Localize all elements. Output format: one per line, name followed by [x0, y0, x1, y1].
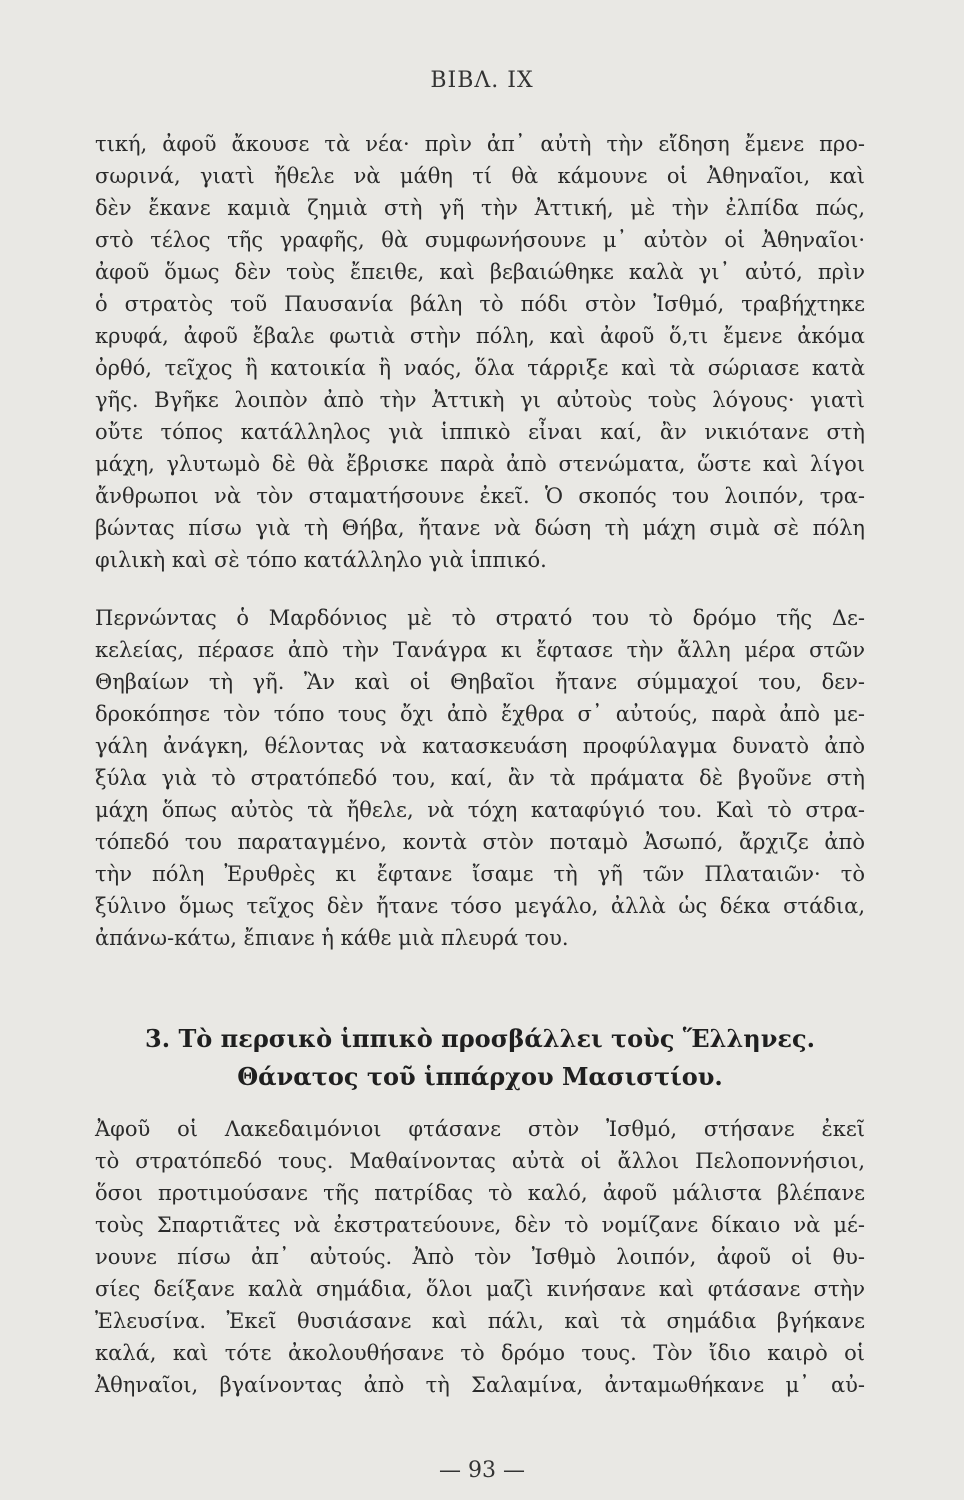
text-line: κελείας, πέρασε ἀπὸ τὴν Τανάγρα κι ἔφτασε τὴν ἄλλη μέρα στῶν — [95, 638, 865, 662]
text-line: σωρινά, γιατὶ ἤθελε νὰ μάθη τί θὰ κάμουνε οἱ Ἀθηναῖοι, καὶ — [95, 164, 865, 188]
running-head: ΒΙΒΛ. IX — [430, 68, 534, 93]
text-line: τὸ στρατόπεδό τους. Μαθαίνοντας αὐτὰ οἱ ἄλλοι Πελοποννήσιοι, — [95, 1149, 865, 1173]
text-line: Ἀφοῦ οἱ Λακεδαιμόνιοι φτάσανε στὸν Ἰσθμό, στήσανε ἐκεῖ — [95, 1117, 865, 1141]
text-line: Θηβαίων τὴ γῆ. Ἂν καὶ οἱ Θηβαῖοι ἤτανε σύμμαχοί του, δεν- — [95, 670, 865, 694]
text-line: Ἀθηναῖοι, βγαίνοντας ἀπὸ τὴ Σαλαμίνα, ἀνταμωθήκανε μ᾽ αὐ- — [95, 1373, 865, 1397]
text-line: ὁ στρατὸς τοῦ Παυσανία βάλη τὸ πόδι στὸν Ἰσθμό, τραβήχτηκε — [95, 292, 865, 316]
text-line: γῆς. Βγῆκε λοιπὸν ἀπὸ τὴν Ἀττικὴ γι αὐτοὺς τοὺς λόγους· γιατὶ — [95, 388, 865, 412]
paragraph-1 — [95, 128, 865, 576]
text-line: γάλη ἀνάγκη, θέλοντας νὰ κατασκευάση προφύλαγμα δυνατὸ ἀπὸ — [95, 734, 865, 758]
text-line: μάχη ὅπως αὐτὸς τὰ ἤθελε, νὰ τόχη καταφύγιό του. Καὶ τὸ στρα- — [95, 798, 865, 822]
section-heading-line: Θάνατος τοῦ ἱππάρχου Μασιστίου. — [237, 1062, 723, 1091]
text-line: ἀφοῦ ὅμως δὲν τοὺς ἔπειθε, καὶ βεβαιώθηκε καλὰ γι᾽ αὐτό, πρὶν — [95, 260, 865, 284]
text-line: ἄνθρωποι νὰ τὸν σταματήσουνε ἐκεῖ. Ὁ σκοπός του λοιπόν, τρα- — [95, 484, 865, 508]
text-line: φιλικὴ καὶ σὲ τόπο κατάλληλο γιὰ ἱππικό. — [95, 548, 547, 572]
text-line: τοὺς Σπαρτιᾶτες νὰ ἐκστρατεύουνε, δὲν τὸ νομίζανε δίκαιο νὰ μέ- — [95, 1213, 865, 1237]
text-line: μάχη, γλυτωμὸ δὲ θὰ ἔβρισκε παρὰ ἀπὸ στενώματα, ὥστε καὶ λίγοι — [95, 452, 865, 476]
text-line: δροκόπησε τὸν τόπο τους ὄχι ἀπὸ ἔχθρα σ᾽ αὐτούς, παρὰ ἀπὸ με- — [95, 702, 865, 726]
text-line: δὲν ἔκανε καμιὰ ζημιὰ στὴ γῆ τὴν Ἀττική, μὲ τὴν ἐλπίδα πώς, — [95, 196, 865, 220]
text-line: σίες δείξανε καλὰ σημάδια, ὅλοι μαζὶ κινήσανε καὶ φτάσανε στὴν — [95, 1277, 865, 1301]
paragraph-3 — [95, 1113, 865, 1401]
text-line: τική, ἀφοῦ ἄκουσε τὰ νέα· πρὶν ἀπ᾽ αὐτὴ τὴν εἴδηση ἔμενε προ- — [95, 132, 865, 156]
page-number: — 93 — — [439, 1458, 525, 1483]
text-line: ἀπάνω-κάτω, ἔπιανε ἡ κάθε μιὰ πλευρά του. — [95, 926, 569, 950]
text-line: κρυφά, ἀφοῦ ἔβαλε φωτιὰ στὴν πόλη, καὶ ἀφοῦ ὅ,τι ἔμενε ἀκόμα — [95, 324, 865, 348]
text-line: Περνώντας ὁ Μαρδόνιος μὲ τὸ στρατό του τὸ δρόμο τῆς Δε- — [95, 606, 865, 630]
section-heading-line: 3. Τὸ περσικὸ ἱππικὸ προσβάλλει τοὺς Ἕλληνες. — [145, 1024, 815, 1053]
paragraph-2 — [95, 602, 865, 954]
text-line: στὸ τέλος τῆς γραφῆς, θὰ συμφωνήσουνε μ᾽ αὐτὸν οἱ Ἀθηναῖοι· — [95, 228, 865, 252]
text-line: ὅσοι προτιμούσανε τῆς πατρίδας τὸ καλό, ἀφοῦ μάλιστα βλέπανε — [95, 1181, 865, 1205]
text-line: ξύλινο ὅμως τεῖχος δὲν ἤτανε τόσο μεγάλο, ἀλλὰ ὡς δέκα στάδια, — [95, 894, 865, 918]
text-line: ξύλα γιὰ τὸ στρατόπεδό του, καί, ἂν τὰ πράματα δὲ βγοῦνε στὴ — [95, 766, 865, 790]
text-line: οὔτε τόπος κατάλληλος γιὰ ἱππικὸ εἶναι καί, ἂν νικιότανε στὴ — [95, 420, 865, 444]
text-line: τόπεδό του παραταγμένο, κοντὰ στὸν ποταμὸ Ἀσωπό, ἄρχιζε ἀπὸ — [95, 830, 865, 854]
text-line: νουνε πίσω ἀπ᾽ αὐτούς. Ἀπὸ τὸν Ἰσθμὸ λοιπόν, ἀφοῦ οἱ θυ- — [95, 1245, 865, 1269]
section-heading — [95, 1020, 865, 1096]
text-line: ὀρθό, τεῖχος ἢ κατοικία ἢ ναός, ὅλα τάρριξε καὶ τὰ σώριασε κατὰ — [95, 356, 865, 380]
text-line: τὴν πόλη Ἐρυθρὲς κι ἔφτανε ἴσαμε τὴ γῆ τῶν Πλαταιῶν· τὸ — [95, 862, 865, 886]
text-line: καλά, καὶ τότε ἀκολουθήσανε τὸ δρόμο τους. Τὸν ἴδιο καιρὸ οἱ — [95, 1341, 865, 1365]
text-line: βώντας πίσω γιὰ τὴ Θήβα, ἤτανε νὰ δώση τὴ μάχη σιμὰ σὲ πόλη — [95, 516, 865, 540]
text-line: Ἐλευσίνα. Ἐκεῖ θυσιάσανε καὶ πάλι, καὶ τὰ σημάδια βγήκανε — [95, 1309, 865, 1333]
